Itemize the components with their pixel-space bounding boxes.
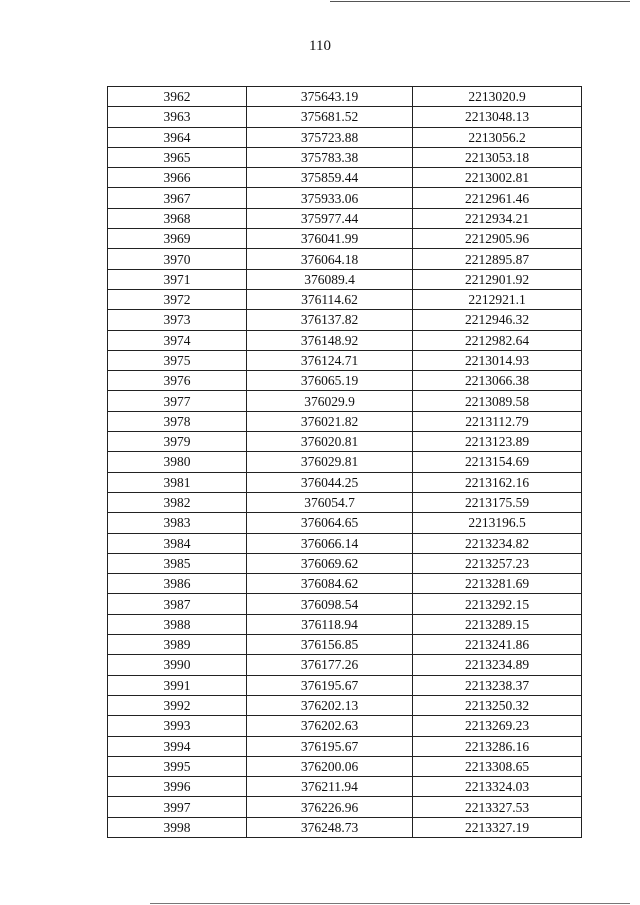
x-coordinate-cell: 375859.44: [247, 168, 413, 188]
table-row: [108, 492, 582, 512]
y-coordinate-cell: 2213281.69: [413, 574, 582, 594]
point-number-cell: 3997: [108, 797, 247, 817]
x-coordinate-cell: 376118.94: [247, 614, 413, 634]
table-row: [108, 452, 582, 472]
x-coordinate-cell: 376202.13: [247, 695, 413, 715]
y-coordinate-cell: 2213241.86: [413, 635, 582, 655]
y-coordinate-cell: 2213234.89: [413, 655, 582, 675]
point-number-cell: 3998: [108, 817, 247, 837]
x-coordinate-cell: 376200.06: [247, 756, 413, 776]
point-number-cell: 3976: [108, 371, 247, 391]
x-coordinate-cell: 376248.73: [247, 817, 413, 837]
point-number-cell: 3975: [108, 350, 247, 370]
x-coordinate-cell: 376098.54: [247, 594, 413, 614]
point-number-cell: 3977: [108, 391, 247, 411]
table-row: [108, 574, 582, 594]
x-coordinate-cell: 376202.63: [247, 716, 413, 736]
table-row: [108, 229, 582, 249]
point-number-cell: 3973: [108, 310, 247, 330]
x-coordinate-cell: 376148.92: [247, 330, 413, 350]
x-coordinate-cell: 376041.99: [247, 229, 413, 249]
point-number-cell: 3987: [108, 594, 247, 614]
y-coordinate-cell: 2212905.96: [413, 229, 582, 249]
table-row: [108, 553, 582, 573]
table-row: [108, 147, 582, 167]
y-coordinate-cell: 2213234.82: [413, 533, 582, 553]
table-row: [108, 168, 582, 188]
y-coordinate-cell: 2212921.1: [413, 289, 582, 309]
table-row: [108, 635, 582, 655]
y-coordinate-cell: 2213327.19: [413, 817, 582, 837]
y-coordinate-cell: 2213324.03: [413, 777, 582, 797]
point-number-cell: 3965: [108, 147, 247, 167]
point-number-cell: 3962: [108, 87, 247, 107]
table-row: [108, 533, 582, 553]
x-coordinate-cell: 376137.82: [247, 310, 413, 330]
table-row: [108, 655, 582, 675]
scan-edge-bottom: [150, 903, 630, 904]
y-coordinate-cell: 2212895.87: [413, 249, 582, 269]
point-number-cell: 3993: [108, 716, 247, 736]
page-number: 110: [309, 38, 331, 54]
table-row: [108, 208, 582, 228]
table-row: [108, 188, 582, 208]
y-coordinate-cell: 2213154.69: [413, 452, 582, 472]
x-coordinate-cell: 375933.06: [247, 188, 413, 208]
table-row: [108, 391, 582, 411]
point-number-cell: 3967: [108, 188, 247, 208]
x-coordinate-cell: 376226.96: [247, 797, 413, 817]
table-row: [108, 289, 582, 309]
scan-edge-top: [330, 1, 630, 2]
y-coordinate-cell: 2213175.59: [413, 492, 582, 512]
x-coordinate-cell: 376054.7: [247, 492, 413, 512]
y-coordinate-cell: 2213269.23: [413, 716, 582, 736]
x-coordinate-cell: 376044.25: [247, 472, 413, 492]
point-number-cell: 3972: [108, 289, 247, 309]
table-row: [108, 797, 582, 817]
point-number-cell: 3969: [108, 229, 247, 249]
table-row: [108, 310, 582, 330]
point-number-cell: 3996: [108, 777, 247, 797]
x-coordinate-cell: 376089.4: [247, 269, 413, 289]
table-row: [108, 695, 582, 715]
x-coordinate-cell: 375681.52: [247, 107, 413, 127]
table-row: [108, 756, 582, 776]
table-row: [108, 817, 582, 837]
y-coordinate-cell: 2212961.46: [413, 188, 582, 208]
coordinates-table: [107, 86, 582, 838]
y-coordinate-cell: 2213123.89: [413, 432, 582, 452]
y-coordinate-cell: 2213250.32: [413, 695, 582, 715]
point-number-cell: 3982: [108, 492, 247, 512]
point-number-cell: 3979: [108, 432, 247, 452]
x-coordinate-cell: 376114.62: [247, 289, 413, 309]
y-coordinate-cell: 2213289.15: [413, 614, 582, 634]
y-coordinate-cell: 2212982.64: [413, 330, 582, 350]
point-number-cell: 3971: [108, 269, 247, 289]
point-number-cell: 3964: [108, 127, 247, 147]
x-coordinate-cell: 375783.38: [247, 147, 413, 167]
y-coordinate-cell: 2213066.38: [413, 371, 582, 391]
y-coordinate-cell: 2213257.23: [413, 553, 582, 573]
point-number-cell: 3981: [108, 472, 247, 492]
table-row: [108, 513, 582, 533]
table-row: [108, 127, 582, 147]
table-row: [108, 594, 582, 614]
y-coordinate-cell: 2213048.13: [413, 107, 582, 127]
x-coordinate-cell: 376156.85: [247, 635, 413, 655]
y-coordinate-cell: 2213286.16: [413, 736, 582, 756]
point-number-cell: 3991: [108, 675, 247, 695]
point-number-cell: 3994: [108, 736, 247, 756]
table-row: [108, 87, 582, 107]
table-row: [108, 411, 582, 431]
point-number-cell: 3988: [108, 614, 247, 634]
x-coordinate-cell: 376084.62: [247, 574, 413, 594]
point-number-cell: 3992: [108, 695, 247, 715]
y-coordinate-cell: 2213196.5: [413, 513, 582, 533]
point-number-cell: 3995: [108, 756, 247, 776]
x-coordinate-cell: 376124.71: [247, 350, 413, 370]
table-row: [108, 350, 582, 370]
x-coordinate-cell: 375723.88: [247, 127, 413, 147]
y-coordinate-cell: 2213292.15: [413, 594, 582, 614]
y-coordinate-cell: 2213014.93: [413, 350, 582, 370]
x-coordinate-cell: 376021.82: [247, 411, 413, 431]
x-coordinate-cell: 376069.62: [247, 553, 413, 573]
point-number-cell: 3986: [108, 574, 247, 594]
x-coordinate-cell: 376195.67: [247, 675, 413, 695]
x-coordinate-cell: 376195.67: [247, 736, 413, 756]
y-coordinate-cell: 2213053.18: [413, 147, 582, 167]
x-coordinate-cell: 376066.14: [247, 533, 413, 553]
x-coordinate-cell: 376065.19: [247, 371, 413, 391]
y-coordinate-cell: 2213020.9: [413, 87, 582, 107]
y-coordinate-cell: 2213308.65: [413, 756, 582, 776]
table-row: [108, 675, 582, 695]
x-coordinate-cell: 376177.26: [247, 655, 413, 675]
point-number-cell: 3970: [108, 249, 247, 269]
y-coordinate-cell: 2213112.79: [413, 411, 582, 431]
point-number-cell: 3980: [108, 452, 247, 472]
table-row: [108, 249, 582, 269]
table-row: [108, 330, 582, 350]
y-coordinate-cell: 2213002.81: [413, 168, 582, 188]
y-coordinate-cell: 2213162.16: [413, 472, 582, 492]
x-coordinate-cell: 376029.81: [247, 452, 413, 472]
point-number-cell: 3966: [108, 168, 247, 188]
x-coordinate-cell: 376064.18: [247, 249, 413, 269]
table-row: [108, 736, 582, 756]
point-number-cell: 3968: [108, 208, 247, 228]
y-coordinate-cell: 2212934.21: [413, 208, 582, 228]
x-coordinate-cell: 376029.9: [247, 391, 413, 411]
y-coordinate-cell: 2212901.92: [413, 269, 582, 289]
x-coordinate-cell: 375643.19: [247, 87, 413, 107]
table-row: [108, 107, 582, 127]
x-coordinate-cell: 375977.44: [247, 208, 413, 228]
y-coordinate-cell: 2213238.37: [413, 675, 582, 695]
table-row: [108, 716, 582, 736]
y-coordinate-cell: 2213327.53: [413, 797, 582, 817]
point-number-cell: 3963: [108, 107, 247, 127]
point-number-cell: 3978: [108, 411, 247, 431]
table-row: [108, 269, 582, 289]
point-number-cell: 3974: [108, 330, 247, 350]
table-row: [108, 432, 582, 452]
point-number-cell: 3983: [108, 513, 247, 533]
x-coordinate-cell: 376064.65: [247, 513, 413, 533]
table-row: [108, 614, 582, 634]
point-number-cell: 3990: [108, 655, 247, 675]
x-coordinate-cell: 376020.81: [247, 432, 413, 452]
point-number-cell: 3985: [108, 553, 247, 573]
table-row: [108, 777, 582, 797]
coordinates-table-body: [108, 87, 582, 838]
point-number-cell: 3984: [108, 533, 247, 553]
point-number-cell: 3989: [108, 635, 247, 655]
y-coordinate-cell: 2213089.58: [413, 391, 582, 411]
x-coordinate-cell: 376211.94: [247, 777, 413, 797]
y-coordinate-cell: 2212946.32: [413, 310, 582, 330]
y-coordinate-cell: 2213056.2: [413, 127, 582, 147]
table-row: [108, 371, 582, 391]
table-row: [108, 472, 582, 492]
